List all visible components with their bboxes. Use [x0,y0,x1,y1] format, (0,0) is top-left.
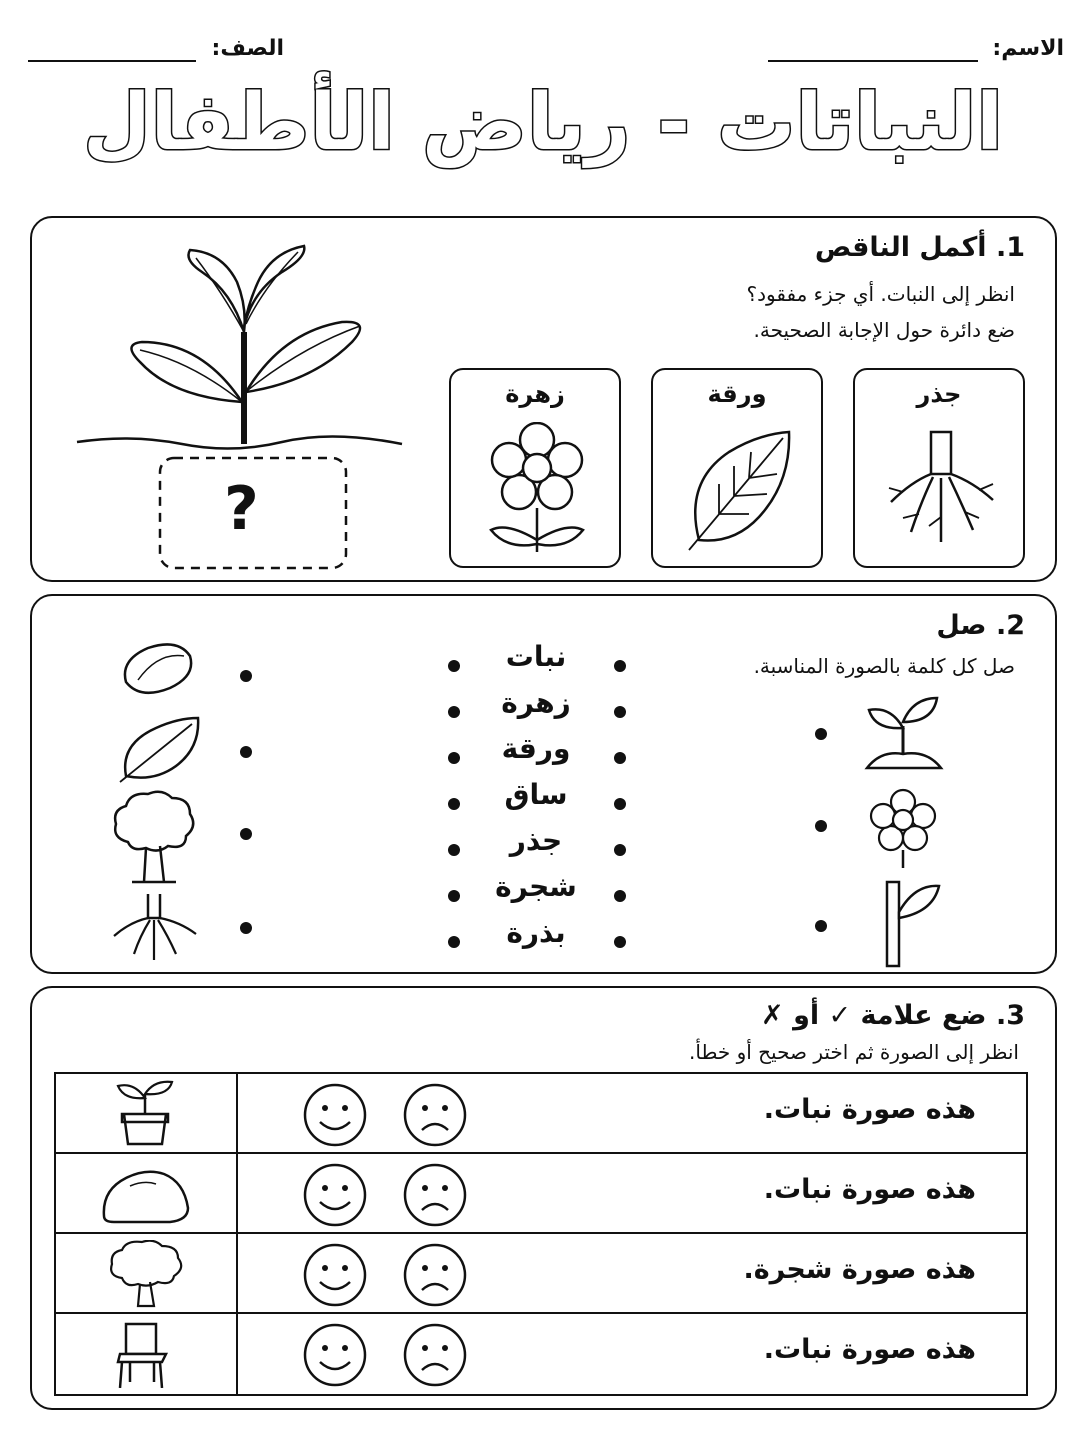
connect-dot-word-right[interactable] [614,890,626,902]
connect-dot-right[interactable] [815,728,827,740]
connect-dot-left[interactable] [240,746,252,758]
connect-dot-right[interactable] [815,820,827,832]
match-word: نبات [505,640,567,673]
connect-dot-word-right[interactable] [614,660,626,672]
name-label: الاسم: [992,36,1064,61]
section-2-heading [936,610,1025,641]
section-complete-missing [30,216,1057,582]
statement-text: هذه صورة نبات. [763,1174,976,1205]
connect-dot-word-right[interactable] [614,706,626,718]
potted-plant-icon [100,1080,190,1152]
class-field[interactable] [28,60,196,62]
statement-text: هذه صورة شجرة. [743,1254,976,1285]
connect-dot-left[interactable] [240,670,252,682]
table-row [56,1154,1026,1234]
connect-dot-left[interactable] [240,922,252,934]
section-1-heading [815,232,1025,263]
section-3-number: 3. [995,1000,1025,1031]
happy-face-icon[interactable] [302,1322,368,1392]
true-false-table [54,1072,1028,1396]
option-card-root[interactable] [853,368,1025,568]
option-label-leaf: ورقة [707,380,767,408]
sad-face-icon[interactable] [402,1082,468,1152]
option-card-flower[interactable] [449,368,621,568]
connect-dot-word-left[interactable] [448,844,460,856]
table-row [56,1234,1026,1314]
chair-icon [100,1320,190,1392]
flower-icon [863,788,943,868]
section-2-number: 2. [995,610,1025,641]
section-3-heading [761,1000,1025,1031]
tree-icon [100,1240,190,1312]
leaf-icon [116,714,206,784]
match-word: شجرة [495,870,577,903]
happy-face-icon[interactable] [302,1242,368,1312]
section-match [30,594,1057,974]
match-word: زهرة [501,686,571,719]
connect-dot-word-left[interactable] [448,706,460,718]
statement-text: هذه صورة نبات. [763,1334,976,1365]
connect-dot-word-right[interactable] [614,936,626,948]
connect-dot-word-right[interactable] [614,798,626,810]
rock-icon [100,1160,190,1232]
flower-icon [477,422,597,552]
section-true-false [30,986,1057,1410]
match-word: ساق [504,778,568,811]
match-word: جذر [509,824,563,857]
option-label-root: جذر [916,380,962,408]
section-3-title: ضع علامة [860,1000,987,1031]
root-icon [110,892,200,962]
or-word: أو [793,1000,820,1031]
connect-dot-word-left[interactable] [448,798,460,810]
section-1-instruction-2: ضع دائرة حول الإجابة الصحيحة. [753,318,1015,342]
statement-text: هذه صورة نبات. [763,1094,976,1125]
option-label-flower: زهرة [505,380,565,408]
connect-dot-word-left[interactable] [448,752,460,764]
connect-dot-word-right[interactable] [614,752,626,764]
stem-icon [865,878,945,968]
root-icon [881,422,1001,552]
sad-face-icon[interactable] [402,1162,468,1232]
section-3-instruction: انظر إلى الصورة ثم اختر صحيح أو خطأ. [689,1040,1019,1064]
connect-dot-word-right[interactable] [614,844,626,856]
page-title: النباتات - رياض الأطفال [82,78,1004,168]
connect-dot-word-left[interactable] [448,936,460,948]
sad-face-icon[interactable] [402,1242,468,1312]
section-1-title: أكمل الناقص [814,232,987,263]
sprout-icon [861,692,945,774]
connect-dot-word-left[interactable] [448,890,460,902]
name-field[interactable] [768,60,978,62]
happy-face-icon[interactable] [302,1082,368,1152]
sad-face-icon[interactable] [402,1322,468,1392]
connect-dot-right[interactable] [815,920,827,932]
check-mark-symbol: ✓ [828,1000,852,1031]
section-2-title: صل [936,610,987,641]
table-row [56,1314,1026,1394]
match-word: بذرة [506,916,566,949]
tree-icon [110,790,196,886]
seed-icon [118,640,198,700]
leaf-icon [679,422,799,552]
option-card-leaf[interactable] [651,368,823,568]
connect-dot-left[interactable] [240,828,252,840]
missing-mark: ? [224,474,259,544]
class-label: الصف: [211,36,284,61]
section-1-instruction-1: انظر إلى النبات. أي جزء مفقود؟ [746,282,1015,306]
table-row [56,1074,1026,1154]
happy-face-icon[interactable] [302,1162,368,1232]
match-word: ورقة [501,732,571,765]
cross-mark-symbol: ✗ [761,1000,784,1031]
section-2-instruction: صل كل كلمة بالصورة المناسبة. [753,654,1015,678]
section-1-number: 1. [995,232,1025,263]
word-list [448,640,628,966]
connect-dot-word-left[interactable] [448,660,460,672]
